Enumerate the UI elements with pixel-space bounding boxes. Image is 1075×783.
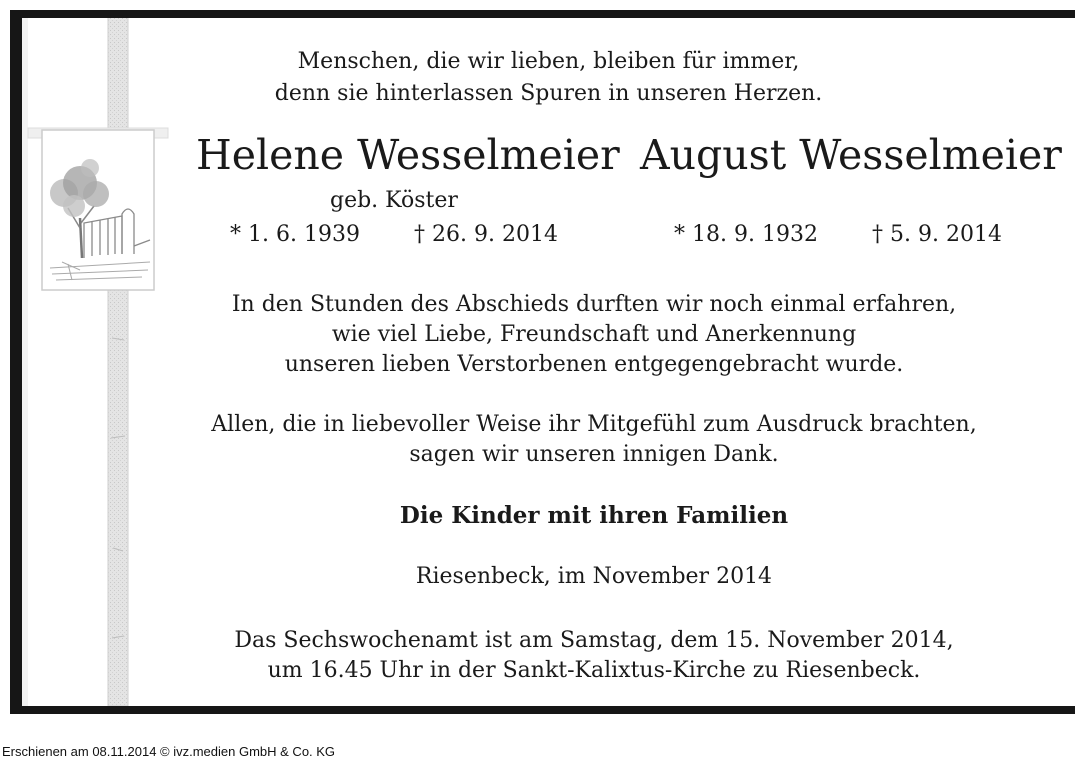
maiden-name: geb. Köster: [330, 188, 458, 213]
mass-line: um 16.45 Uhr in der Sankt-Kalixtus-Kirche zu Riesenbeck.: [267, 658, 921, 683]
thanks-line: sagen wir unseren innigen Dank.: [409, 442, 779, 467]
birth-date-helene: * 1. 6. 1939: [230, 222, 360, 247]
place-date: Riesenbeck, im November 2014: [415, 564, 773, 589]
deceased-name-august: August Wesselmeier: [640, 131, 1062, 179]
thanks-paragraph-1: [94, 290, 1075, 380]
death-date-august: † 5. 9. 2014: [872, 222, 1002, 247]
mass-line: Das Sechswochenamt ist am Samstag, dem 15. November 2014,: [234, 628, 954, 653]
death-date-helene: † 26. 9. 2014: [414, 222, 558, 247]
memorial-mass-notice: [94, 626, 1075, 686]
thanks-line: unseren lieben Verstorbenen entgegengebracht wurde.: [284, 352, 904, 377]
obituary-content: [22, 18, 1075, 706]
motto: [22, 46, 1075, 110]
thanks-line: In den Stunden des Abschieds durften wir noch einmal erfahren,: [231, 292, 957, 317]
publication-footer: Erschienen am 08.11.2014 © ivz.medien GmbH & Co. KG: [2, 744, 336, 759]
thanks-line: wie viel Liebe, Freundschaft und Anerkennung: [331, 322, 857, 347]
deceased-name-helene: Helene Wesselmeier: [196, 131, 620, 179]
thanks-line: Allen, die in liebevoller Weise ihr Mitgefühl zum Ausdruck brachten,: [211, 412, 977, 437]
birth-date-august: * 18. 9. 1932: [674, 222, 818, 247]
thanks-paragraph-2: [94, 410, 1075, 470]
motto-line: denn sie hinterlassen Spuren in unseren Herzen.: [274, 81, 823, 106]
motto-line: Menschen, die wir lieben, bleiben für immer,: [297, 49, 800, 74]
signature: Die Kinder mit ihren Familien: [399, 502, 789, 529]
